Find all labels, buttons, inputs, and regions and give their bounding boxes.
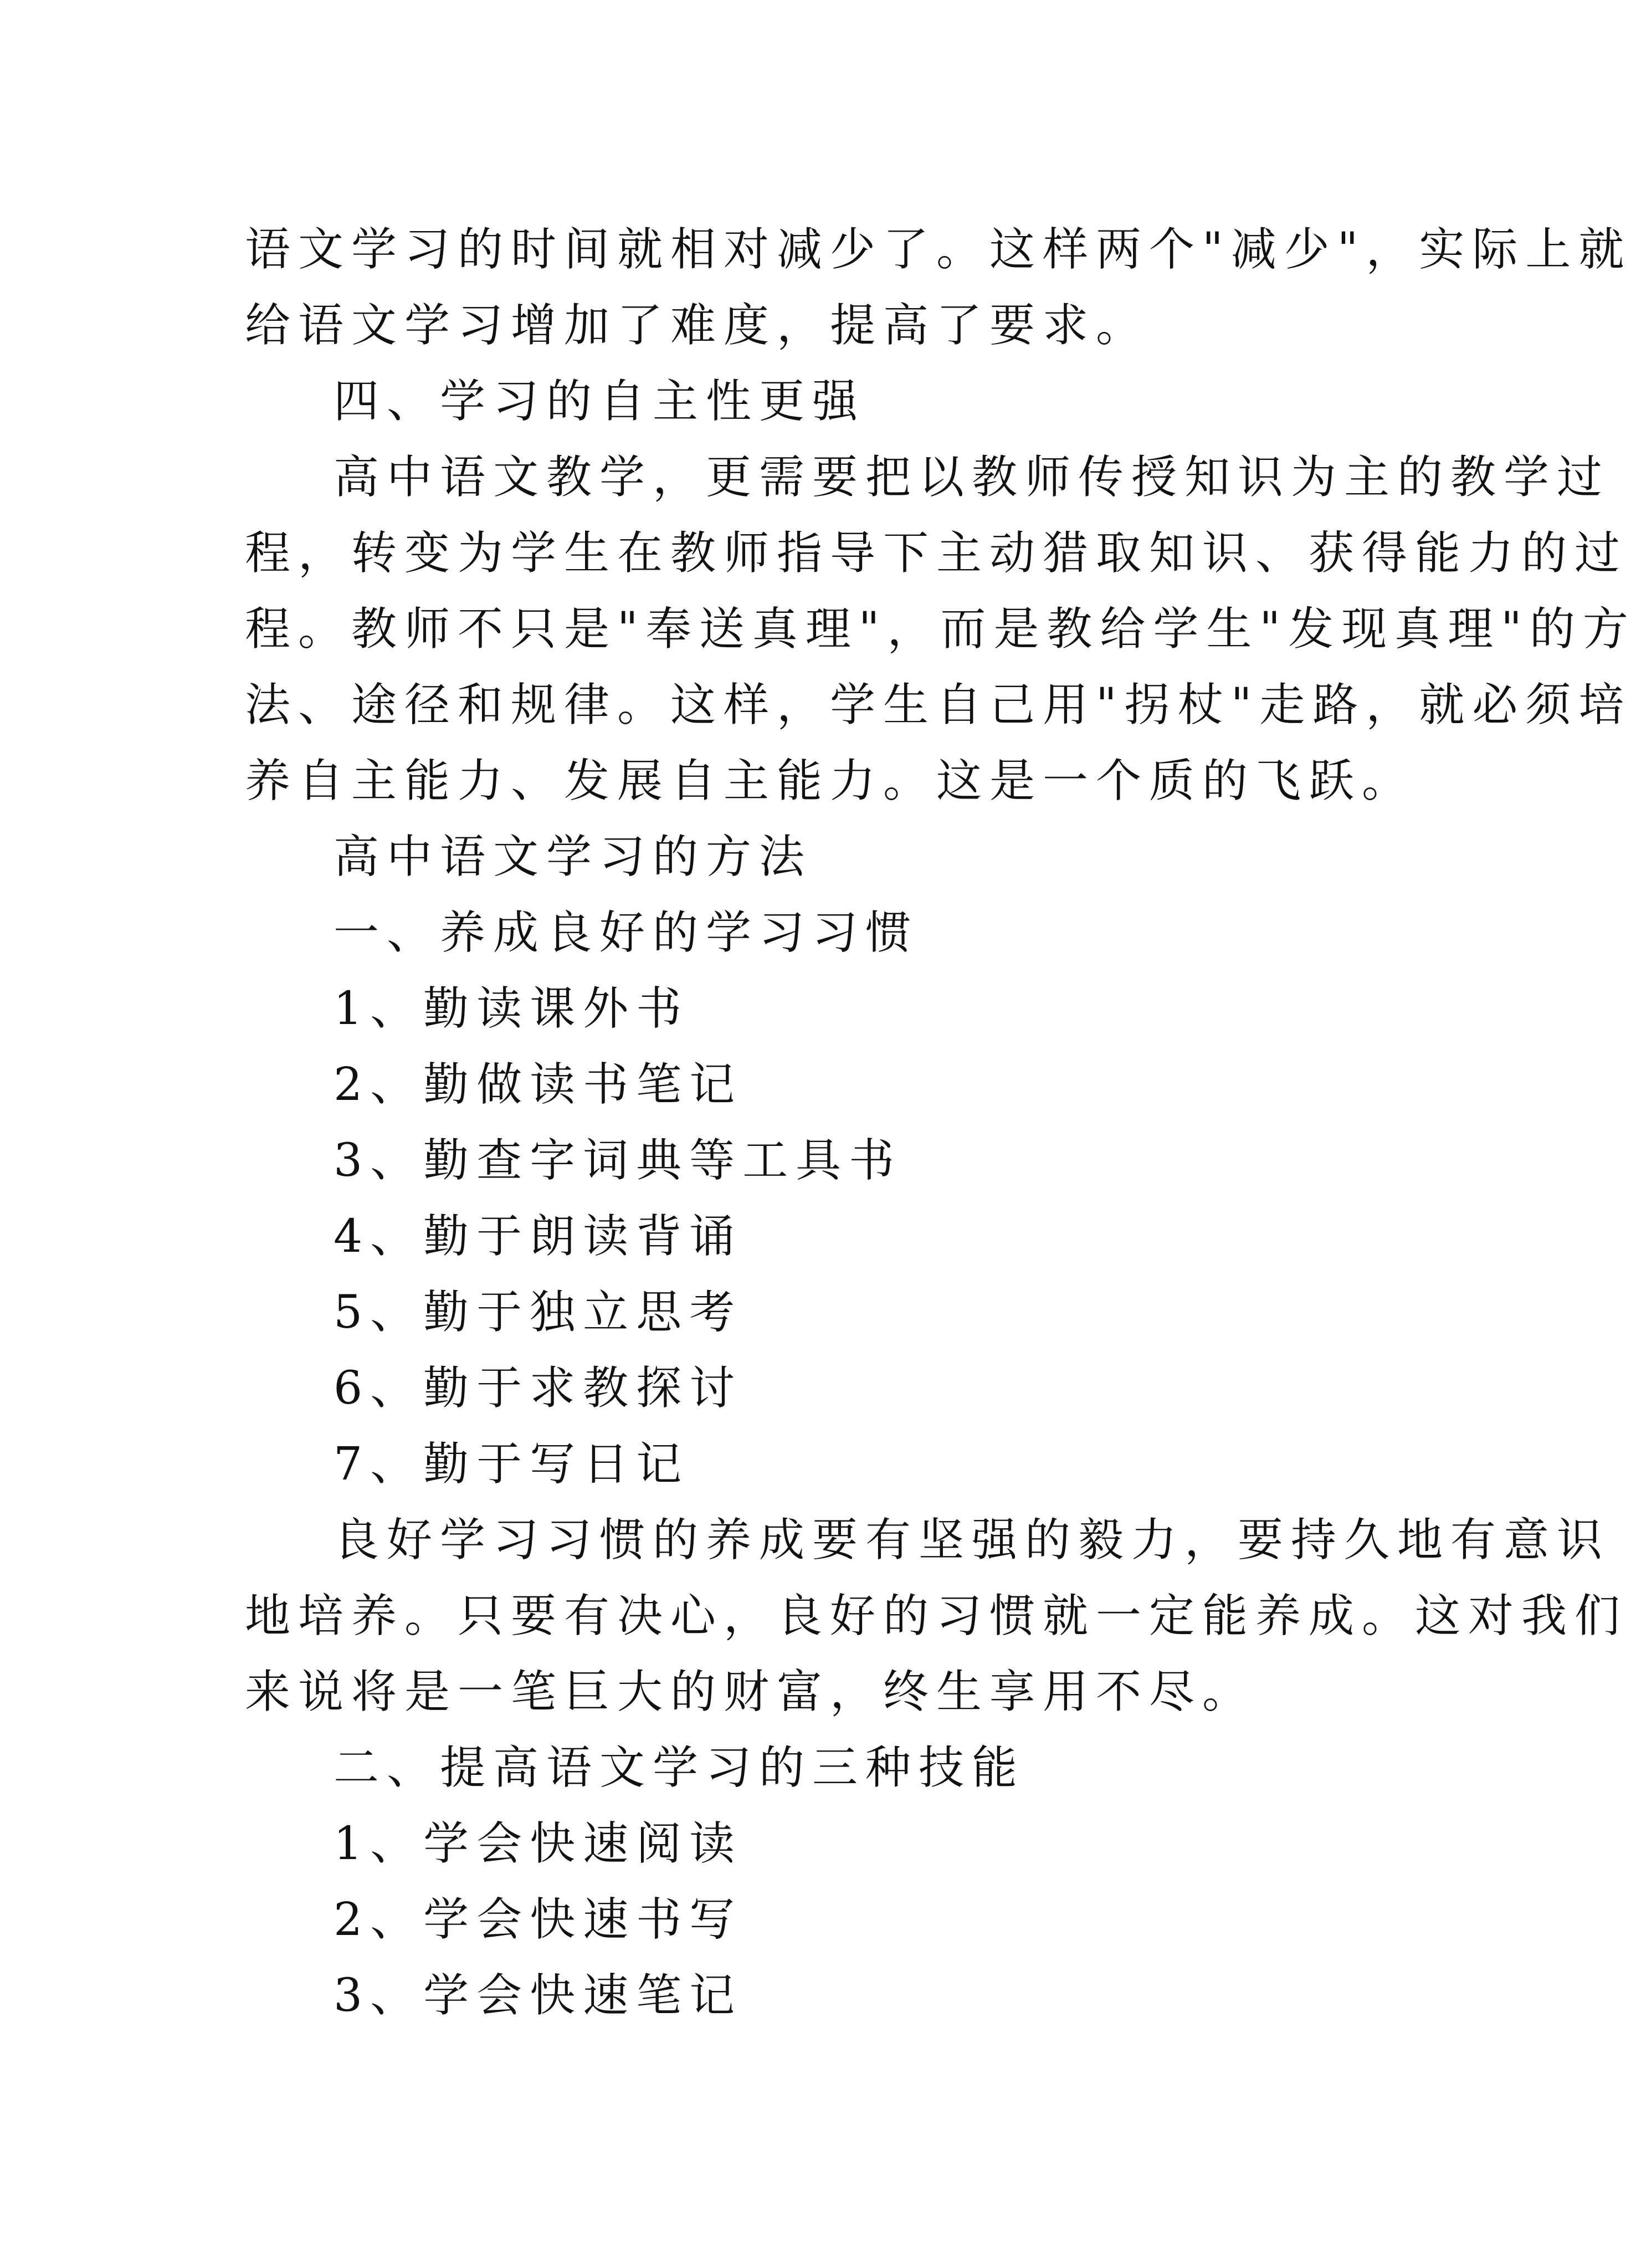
text-line: 良好学习习惯的养成要有坚强的毅力，要持久地有意识 (334, 1514, 1611, 1566)
text-line: 来说将是一笔巨大的财富，终生享用不尽。 (245, 1666, 1256, 1718)
text-line: 给语文学习增加了难度，提高了要求。 (245, 299, 1150, 352)
section-heading: 四、学习的自主性更强 (334, 375, 866, 428)
section-heading: 高中语文学习的方法 (334, 831, 813, 883)
section-heading: 二、提高语文学习的三种技能 (334, 1742, 1025, 1794)
list-item: 2、勤做读书笔记 (334, 1058, 743, 1111)
text-line: 程，转变为学生在教师指导下主动猎取知识、获得能力的过 (245, 527, 1628, 580)
list-item: 7、勤于写日记 (334, 1438, 690, 1491)
text-line: 语文学习的时间就相对减少了。这样两个"减少"，实际上就 (245, 223, 1632, 276)
section-heading: 一、养成良好的学习习惯 (334, 907, 919, 959)
text-line: 法、途径和规律。这样，学生自己用"拐杖"走路，就必须培 (245, 679, 1632, 731)
text-line: 养自主能力、发展自主能力。这是一个质的飞跃。 (245, 755, 1416, 807)
text-line: 高中语文教学，更需要把以教师传授知识为主的教学过 (334, 451, 1611, 504)
list-item: 2、学会快速书写 (334, 1893, 743, 1946)
list-item: 1、学会快速阅读 (334, 1818, 743, 1870)
list-item: 5、勤于独立思考 (334, 1286, 743, 1339)
text-line: 程。教师不只是"奉送真理"，而是教给学生"发现真理"的方 (245, 603, 1636, 656)
list-item: 6、勤于求教探讨 (334, 1362, 743, 1415)
list-item: 4、勤于朗读背诵 (334, 1210, 743, 1263)
list-item: 1、勤读课外书 (334, 982, 690, 1035)
text-line: 地培养。只要有决心，良好的习惯就一定能养成。这对我们 (245, 1590, 1628, 1642)
list-item: 3、学会快速笔记 (334, 1969, 743, 2022)
document-body (245, 212, 1636, 2034)
list-item: 3、勤查字词典等工具书 (334, 1134, 902, 1187)
